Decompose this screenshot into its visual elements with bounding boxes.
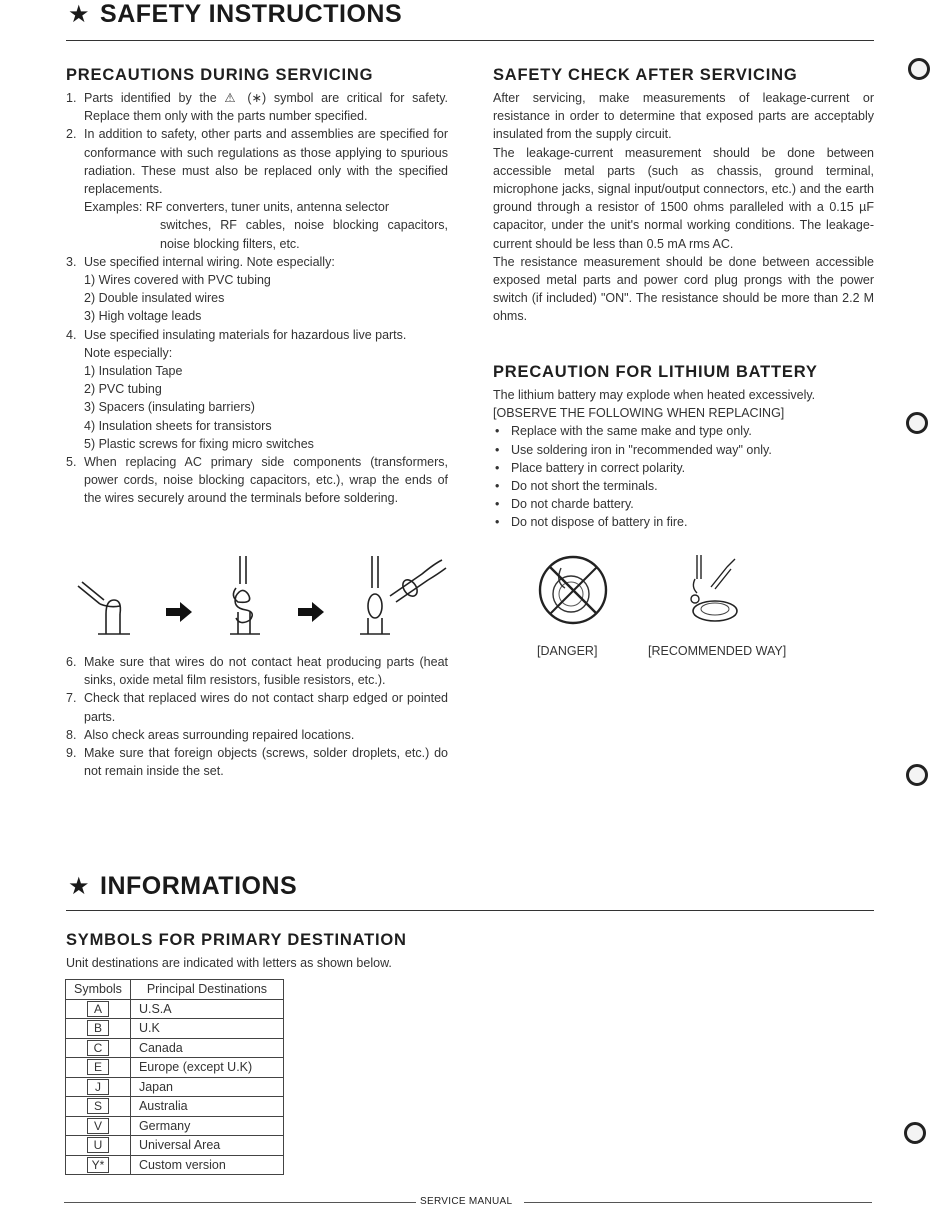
footer-label: SERVICE MANUAL	[420, 1196, 513, 1207]
binder-hole-icon	[906, 412, 928, 434]
safety-check-paragraph: After servicing, make measurements of leakage-current or resistance in order to determine that exposed parts are acceptably insulated from the supply circuit.	[493, 91, 874, 142]
wire-wrap-illustration	[70, 556, 450, 642]
symbol-badge: E	[87, 1059, 109, 1075]
footer-rule-right	[524, 1202, 872, 1203]
symbol-badge: S	[87, 1098, 109, 1114]
informations-title-text: INFORMATIONS	[100, 872, 298, 900]
list-item: • Do not charde battery.	[493, 495, 883, 513]
destination-cell: Germany	[130, 1116, 283, 1136]
precaution-item-6: 6. Make sure that wires do not contact heat producing parts (heat sinks, oxide metal film resistors, fusible resistors, etc.).	[66, 655, 448, 688]
safety-check-heading: SAFETY CHECK AFTER SERVICING	[493, 66, 798, 84]
symbol-badge: U	[87, 1137, 109, 1153]
danger-battery-icon	[535, 552, 615, 632]
table-row	[66, 999, 284, 1019]
symbol-badge: A	[87, 1001, 109, 1017]
destination-cell: Custom version	[130, 1155, 283, 1175]
table-row	[66, 1077, 284, 1097]
lithium-intro: The lithium battery may explode when heated excessively.	[493, 388, 816, 402]
table-header-row	[66, 980, 284, 1000]
wire-step-2	[230, 556, 260, 634]
lithium-heading: PRECAUTION FOR LITHIUM BATTERY	[493, 363, 818, 381]
destination-cell: Universal Area	[130, 1136, 283, 1156]
recommended-label: [RECOMMENDED WAY]	[648, 644, 787, 658]
precaution-item-2: 2. In addition to safety, other parts and assemblies are specified for conformance with such regulations as those applying to spurious radiation. These must also be replaced only with the specified replacements. Examples: RF converters, tuner units, antenna selector switches, RF cables, noise blocking capacitors, noise blocking filters, etc.	[66, 125, 448, 252]
precautions-list-2	[66, 653, 448, 780]
precaution-item-4: 4. Use specified insulating materials for hazardous live parts. Note especially: 1) Insulation Tape 2) PVC tubing 3) Spacers (insulating barriers) 4) Insulation sheets for transistors 5) Plastic screws for fixing micro switches	[66, 327, 407, 451]
examples-line: Examples: RF converters, tuner units, antenna selector	[84, 200, 390, 215]
binder-hole-icon	[904, 1122, 926, 1144]
footer-rule-left	[64, 1202, 416, 1203]
wire-step-1	[78, 582, 130, 634]
col-destinations-header: Principal Destinations	[130, 980, 283, 1000]
col-symbols-header: Symbols	[66, 980, 131, 1000]
table-row	[66, 1155, 284, 1175]
precautions-list-1	[66, 89, 448, 508]
table-row	[66, 1058, 284, 1078]
safety-check-body	[493, 89, 874, 326]
binder-hole-icon	[908, 58, 930, 80]
safety-check-paragraph: The leakage-current measurement should be done between accessible metal parts (such as chassis, ground terminal, microphone jacks, signal input/output connectors, etc.) and the earth ground through a resistor of 1500 ohms paralleled with a 0.15 µF capacitor, under the unit's normal working conditions. The leakage-current should be less than 0.5 mA rms AC.	[493, 145, 874, 251]
destination-cell: Japan	[130, 1077, 283, 1097]
safety-check-paragraph: The resistance measurement should be done between accessible exposed metal parts and power cord plug prongs with the power switch (if included) "ON". The resistance should be more than 2.2 M ohms.	[493, 254, 874, 324]
examples-cont: switches, RF cables, noise blocking capacitors, noise blocking filters, etc.	[160, 218, 448, 251]
precaution-item-7: 7. Check that replaced wires do not contact sharp edged or pointed parts.	[66, 691, 448, 724]
table-row	[66, 1097, 284, 1117]
safety-title-text: SAFETY INSTRUCTIONS	[100, 0, 403, 28]
symbols-intro: Unit destinations are indicated with letters as shown below.	[66, 956, 392, 970]
recommended-way-icon	[683, 553, 753, 633]
informations-title	[68, 872, 297, 901]
table-row	[66, 1019, 284, 1039]
lithium-bullets	[493, 422, 883, 531]
star-icon: ★	[68, 1, 91, 28]
header-rule	[66, 40, 874, 41]
lithium-body	[493, 386, 883, 532]
list-item: • Do not short the terminals.	[493, 477, 883, 495]
list-item: • Use soldering iron in "recommended way" only.	[493, 441, 883, 459]
table-row	[66, 1038, 284, 1058]
destination-cell: Australia	[130, 1097, 283, 1117]
symbol-badge: Y*	[87, 1157, 109, 1173]
precaution-item-1: 1. Parts identified by the ⚠ (∗) symbol are critical for safety. Replace them only with the parts number specified.	[66, 91, 448, 124]
list-item: • Do not dispose of battery in fire.	[493, 513, 883, 531]
binder-hole-icon	[906, 764, 928, 786]
precaution-item-8: 8. Also check areas surrounding repaired locations.	[66, 727, 355, 742]
safety-instructions-title	[68, 0, 402, 29]
symbol-badge: V	[87, 1118, 109, 1134]
destination-table	[65, 979, 284, 1175]
lithium-observe: [OBSERVE THE FOLLOWING WHEN REPLACING]	[493, 406, 785, 421]
symbols-heading: SYMBOLS FOR PRIMARY DESTINATION	[66, 931, 407, 949]
precaution-item-5: 5. When replacing AC primary side components (transformers, power cords, noise blocking capacitors, etc.), wrap the ends of the wires securely around the terminals before soldering.	[66, 455, 448, 506]
symbol-badge: C	[87, 1040, 109, 1056]
star-icon: ★	[68, 873, 91, 900]
destination-cell: U.K	[130, 1019, 283, 1039]
list-item: • Replace with the same make and type only.	[493, 422, 883, 440]
wire-step-3	[360, 556, 446, 634]
informations-rule	[66, 910, 874, 911]
table-row	[66, 1116, 284, 1136]
table-row	[66, 1136, 284, 1156]
precaution-item-9: 9. Make sure that foreign objects (screws, solder droplets, etc.) do not remain inside the set.	[66, 746, 448, 779]
arrow-icons	[166, 602, 324, 622]
precaution-item-3: 3. Use specified internal wiring. Note especially: 1) Wires covered with PVC tubing 2) Double insulated wires 3) High voltage leads	[66, 254, 335, 324]
arrow-right-icon	[166, 602, 192, 622]
destination-cell: Canada	[130, 1038, 283, 1058]
symbol-badge: J	[87, 1079, 109, 1095]
arrow-right-icon	[298, 602, 324, 622]
list-item: • Place battery in correct polarity.	[493, 459, 883, 477]
destination-cell: Europe (except U.K)	[130, 1058, 283, 1078]
precautions-heading: PRECAUTIONS DURING SERVICING	[66, 66, 374, 84]
symbol-badge: B	[87, 1020, 109, 1036]
destination-cell: U.S.A	[130, 999, 283, 1019]
danger-label: [DANGER]	[537, 644, 598, 658]
